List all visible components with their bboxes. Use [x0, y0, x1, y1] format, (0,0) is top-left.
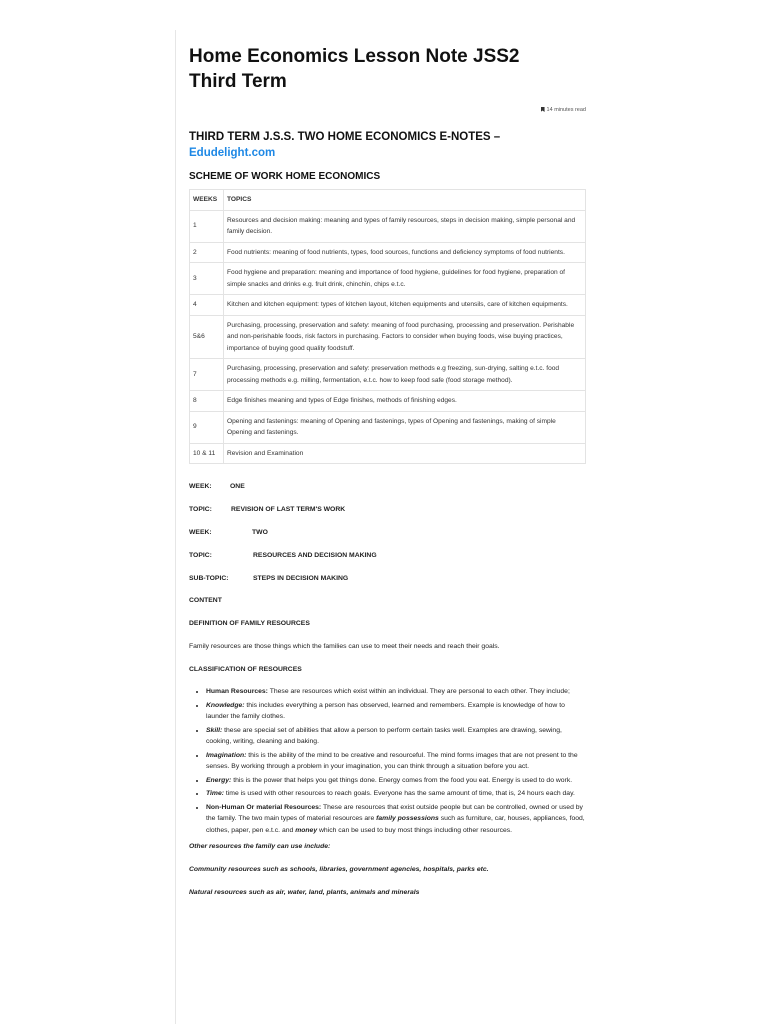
scheme-heading: SCHEME OF WORK HOME ECONOMICS	[189, 171, 381, 182]
list-item: • Knowledge: this includes everything a person has observed, learned and remembers. Example is knowledge of how to launder the family clothes.	[206, 700, 586, 723]
table-row	[190, 242, 586, 263]
table-row	[190, 315, 586, 359]
natural-resources-note: Natural resources such as air, water, land, plants, animals and minerals	[189, 889, 420, 896]
section-subtitle: THIRD TERM J.S.S. TWO HOME ECONOMICS E-NOTES – Edudelight.com	[189, 131, 501, 159]
article-title: Home Economics Lesson Note JSS2 Third Term	[189, 46, 520, 92]
table-row	[190, 210, 586, 242]
table-row	[190, 443, 586, 464]
list-item: • Energy: this is the power that helps you get things done. Energy comes from the food you eat. Energy is used to do work.	[206, 775, 586, 787]
bookmark-icon	[541, 107, 545, 112]
topic-cell: Food hygiene and preparation: meaning and importance of food hygiene, guidelines for food hygiene, preparation of simple snacks and drinks e.g. fruit drink, chinchin, chips e.t.c.	[224, 263, 586, 295]
week-two-line: WEEK: TWO	[189, 529, 268, 536]
week-one-line: WEEK: ONE	[189, 483, 245, 490]
topic-one-line: TOPIC: REVISION OF LAST TERM'S WORK	[189, 506, 346, 513]
list-item: • Time: time is used with other resources to reach goals. Everyone has the same amount of time, that is, 24 hours each day.	[206, 788, 586, 800]
header-topics: TOPICS	[224, 190, 586, 211]
topic-cell: Food nutrients: meaning of food nutrients, types, food sources, functions and deficiency symptoms of food nutrients.	[224, 242, 586, 263]
table-row	[190, 359, 586, 391]
week-cell: 1	[190, 210, 224, 242]
table-row	[190, 263, 586, 295]
table-row	[190, 295, 586, 316]
topic-cell: Revision and Examination	[224, 443, 586, 464]
week-cell: 5&6	[190, 315, 224, 359]
table-header-row	[190, 190, 586, 211]
topic-cell: Opening and fastenings: meaning of Opening and fastenings, types of Opening and fastenings, making of simple Opening and fastenings.	[224, 411, 586, 443]
resources-list	[189, 686, 586, 836]
content-label: CONTENT	[189, 597, 222, 604]
classification-heading: CLASSIFICATION OF RESOURCES	[189, 666, 302, 673]
week-cell: 8	[190, 391, 224, 412]
table-row	[190, 411, 586, 443]
list-item: • Imagination: this is the ability of the mind to be creative and resourceful. The mind forms images that are not present to the senses. By working through a problem in your imagination, you can think through a situation before you act.	[206, 750, 586, 773]
table-row	[190, 391, 586, 412]
week-cell: 9	[190, 411, 224, 443]
edudelight-link[interactable]: Edudelight.com	[189, 147, 276, 159]
page-divider-line	[175, 30, 176, 1024]
other-resources-note: Other resources the family can use include:	[189, 843, 331, 850]
definition-text: Family resources are those things which the families can use to meet their needs and reach their goals.	[189, 643, 500, 650]
week-cell: 2	[190, 242, 224, 263]
week-cell: 7	[190, 359, 224, 391]
subtopic-line: SUB-TOPIC: STEPS IN DECISION MAKING	[189, 575, 349, 582]
week-cell: 10 & 11	[190, 443, 224, 464]
topic-two-line: TOPIC: RESOURCES AND DECISION MAKING	[189, 552, 377, 559]
article	[189, 44, 586, 896]
community-resources-note: Community resources such as schools, libraries, government agencies, hospitals, parks etc.	[189, 866, 489, 873]
list-item: • Skill: these are special set of abilities that allow a person to perform certain tasks well. Examples are drawing, sewing, cooking, writing, cleaning and baking.	[206, 725, 586, 748]
topic-cell: Kitchen and kitchen equipment: types of kitchen layout, kitchen equipments and utensils, care of kitchen equipments.	[224, 295, 586, 316]
list-item: • Human Resources: These are resources which exist within an individual. They are personal to each other. They include;	[206, 686, 586, 698]
week-cell: 4	[190, 295, 224, 316]
definition-heading: DEFINITION OF FAMILY RESOURCES	[189, 620, 310, 627]
topic-cell: Purchasing, processing, preservation and safety: preservation methods e.g freezing, sun-drying, salting e.t.c. food processing methods e.g. milling, fermentation, e.t.c. how to keep food safe (food storage method).	[224, 359, 586, 391]
list-item: • Non-Human Or material Resources: These are resources that exist outside people but can be controlled, owned or used by the family. The two main types of material resources are family possessions such as furniture, car, houses, appliances, food, clothes, paper, pen e.t.c. and money which can be used to buy most things including other resources.	[206, 802, 586, 837]
topic-cell: Resources and decision making: meaning and types of family resources, steps in decision making, simple personal and family decision.	[224, 210, 586, 242]
scheme-table	[189, 189, 586, 464]
topic-cell: Purchasing, processing, preservation and safety: meaning of food purchasing, processing and preservation. Perishable and non-perishable foods, risk factors in purchasing. Factors to consider when buying foods, wise buying practices, importance of buying good quality foodstuff.	[224, 315, 586, 359]
header-weeks: WEEKS	[190, 190, 224, 211]
read-time: 14 minutes read	[189, 107, 586, 115]
topic-cell: Edge finishes meaning and types of Edge finishes, methods of finishing edges.	[224, 391, 586, 412]
week-cell: 3	[190, 263, 224, 295]
